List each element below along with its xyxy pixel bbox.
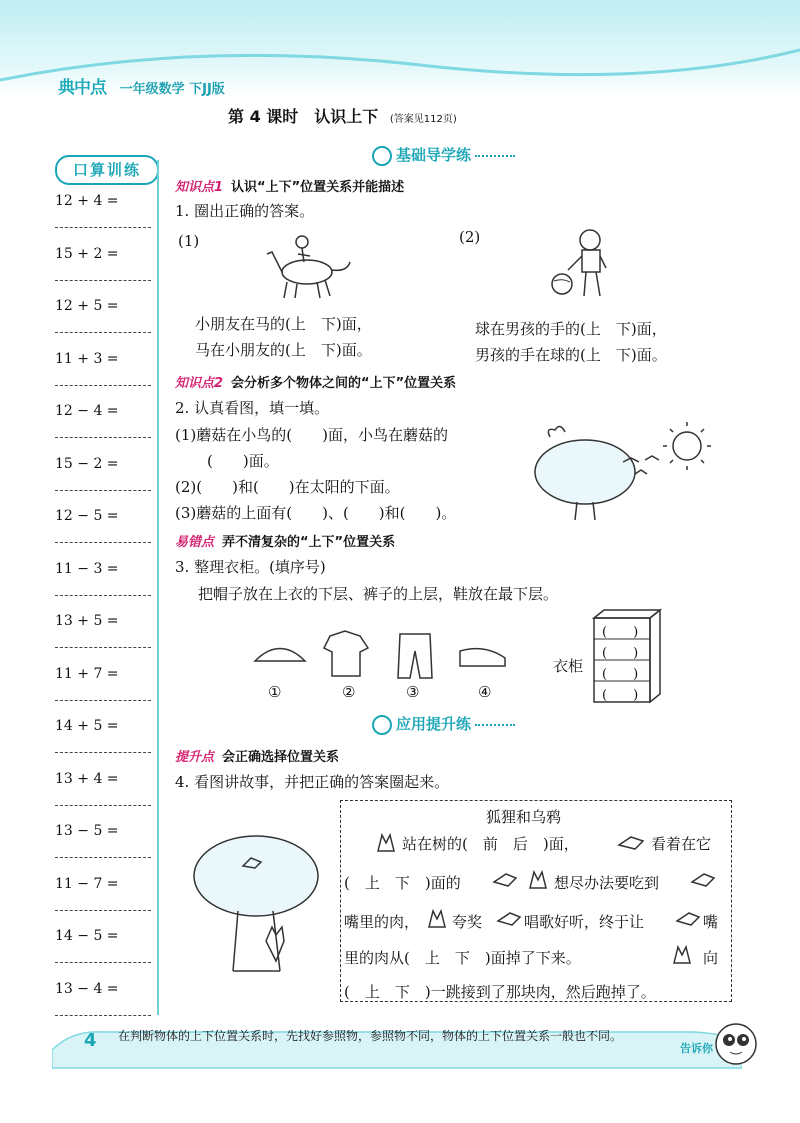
kp1-text: 认识“上下”位置关系并能描述 bbox=[231, 180, 405, 195]
oral-item: 14 + 5 = bbox=[55, 718, 119, 734]
cabinet-slot-2[interactable]: ( ) bbox=[602, 646, 639, 661]
oral-item: 11 + 3 = bbox=[55, 350, 119, 367]
oral-item: 12 + 5 = bbox=[55, 298, 119, 314]
q2-line4: (3)蘑菇的上面有( )、( )和( )。 bbox=[175, 504, 457, 522]
section-ring-icon bbox=[372, 146, 392, 166]
oral-item: 14 − 5 = bbox=[55, 928, 119, 944]
fox-icon bbox=[425, 905, 451, 931]
fox-icon bbox=[374, 829, 400, 855]
oral-item: 13 + 5 = bbox=[55, 613, 119, 629]
tree-birds-sun-image bbox=[515, 422, 715, 522]
oral-item: 11 − 3 = bbox=[55, 560, 119, 577]
crow-icon bbox=[492, 866, 518, 892]
oral-item: 13 + 4 = bbox=[55, 770, 119, 787]
q3-num-2: ② bbox=[342, 683, 356, 701]
answer-line[interactable] bbox=[55, 647, 151, 648]
boy-with-ball-image bbox=[548, 226, 618, 306]
story-s5: 嘴里的肉， bbox=[344, 913, 420, 931]
oral-item: 13 − 4 = bbox=[55, 980, 119, 997]
answer-line[interactable] bbox=[55, 962, 151, 963]
kp3-tag: 易错点 bbox=[175, 535, 215, 550]
story-s8: 嘴 bbox=[703, 913, 719, 931]
oral-item: 11 − 7 = bbox=[55, 875, 119, 892]
brand-subtitle: 一年级数学 下JJ版 bbox=[119, 82, 225, 97]
answer-line[interactable] bbox=[55, 857, 151, 858]
oral-item: 13 − 5 = bbox=[55, 823, 119, 839]
story-s1: 站在树的( 前 后 )面， bbox=[402, 835, 579, 853]
oral-item: 12 − 5 = bbox=[55, 508, 119, 524]
crow-icon bbox=[617, 829, 647, 855]
oral-item: 12 + 4 = bbox=[55, 193, 119, 209]
kp4-tag: 提升点 bbox=[175, 750, 215, 765]
sidebar-divider bbox=[157, 160, 159, 1015]
improve-point bbox=[175, 746, 339, 765]
error-point bbox=[175, 531, 395, 550]
q3-num-3: ③ bbox=[406, 683, 420, 701]
section-ring-icon-2 bbox=[372, 715, 392, 735]
tell-you-label: 告诉你 bbox=[680, 1042, 713, 1055]
mascot-icon bbox=[712, 1018, 760, 1070]
answer-line[interactable] bbox=[55, 752, 151, 753]
knowledge-point-2 bbox=[175, 372, 456, 391]
q1-stem: 1. 圈出正确的答案。 bbox=[175, 202, 315, 220]
kp4-text: 会正确选择位置关系 bbox=[222, 750, 340, 765]
crow-icon bbox=[496, 905, 522, 931]
answer-ref: (答案见112页) bbox=[389, 114, 457, 125]
fox-icon bbox=[266, 927, 284, 961]
brand-logo: 典中点 bbox=[58, 78, 106, 98]
crow-icon bbox=[690, 866, 716, 892]
cabinet-slot-1[interactable]: ( ) bbox=[602, 625, 639, 640]
cabinet-slot-3[interactable]: ( ) bbox=[602, 667, 639, 682]
section-apply-title bbox=[372, 712, 515, 736]
q4-stem: 4. 看图讲故事，并把正确的答案圈起来。 bbox=[175, 773, 450, 791]
oral-item: 15 + 2 = bbox=[55, 245, 119, 262]
q1-part2-label: (2) bbox=[459, 228, 481, 246]
answer-line[interactable] bbox=[55, 805, 151, 806]
story-s2: 看着在它 bbox=[651, 835, 712, 853]
kp3-text: 弄不清复杂的“上下”位置关系 bbox=[222, 535, 396, 550]
q2-line3: (2)( )和( )在太阳的下面。 bbox=[175, 478, 400, 496]
knowledge-point-1 bbox=[175, 176, 404, 195]
section-apply-label: 应用提升练 bbox=[396, 715, 472, 733]
shoes-icon bbox=[460, 649, 505, 666]
section-basic-label: 基础导学练 bbox=[396, 146, 472, 164]
q3-stem: 3. 整理衣柜。(填序号) bbox=[175, 558, 326, 576]
q3-num-1: ① bbox=[268, 683, 282, 701]
crow-icon bbox=[675, 905, 701, 931]
section-basic-title bbox=[372, 143, 515, 167]
brand bbox=[58, 73, 225, 98]
answer-line[interactable] bbox=[55, 910, 151, 911]
story-title: 狐狸和乌鸦 bbox=[486, 808, 562, 826]
q3-desc: 把帽子放在上衣的下层、裤子的上层，鞋放在最下层。 bbox=[198, 585, 559, 603]
footer-tip: 在判断物体的上下位置关系时，先找好参照物，参照物不同，物体的上下位置关系一般也不同。 bbox=[118, 1029, 623, 1043]
q1-part1-label: (1) bbox=[178, 232, 200, 250]
story-s7: 唱歌好听，终于让 bbox=[524, 913, 645, 931]
answer-line[interactable] bbox=[55, 700, 151, 701]
answer-line[interactable] bbox=[55, 595, 151, 596]
child-on-horse-image bbox=[262, 232, 352, 300]
q1-p2-line1: 球在男孩的手的(上 下)面， bbox=[475, 320, 667, 338]
answer-line[interactable] bbox=[55, 332, 151, 333]
kp1-tag: 知识点1 bbox=[175, 180, 224, 195]
page-number: 4 bbox=[84, 1030, 97, 1051]
answer-line[interactable] bbox=[55, 490, 151, 491]
oral-item: 12 − 4 = bbox=[55, 403, 119, 419]
fox-icon bbox=[670, 941, 696, 967]
answer-line[interactable] bbox=[55, 542, 151, 543]
answer-line[interactable] bbox=[55, 1015, 151, 1016]
kp2-tag: 知识点2 bbox=[175, 376, 224, 391]
q2-line1: (1)蘑菇在小鸟的( )面，小鸟在蘑菇的 bbox=[175, 426, 448, 444]
story-s6: 夸奖 bbox=[452, 913, 483, 931]
hat-icon bbox=[255, 649, 305, 662]
q2-stem: 2. 认真看图，填一填。 bbox=[175, 399, 330, 417]
story-s9: 里的肉从( 上 下 )面掉了下来。 bbox=[344, 949, 581, 967]
q3-num-4: ④ bbox=[478, 683, 492, 701]
lesson-title bbox=[228, 104, 457, 127]
lesson-title-text: 第 4 课时 认识上下 bbox=[228, 107, 379, 126]
answer-line[interactable] bbox=[55, 437, 151, 438]
cabinet-slot-4[interactable]: ( ) bbox=[602, 688, 639, 703]
q1-p1-line1: 小朋友在马的(上 下)面， bbox=[195, 315, 372, 333]
oral-item: 11 + 7 = bbox=[55, 665, 119, 682]
fox-icon bbox=[526, 866, 552, 892]
kp2-text: 会分析多个物体之间的“上下”位置关系 bbox=[231, 376, 457, 391]
clothing-items-image bbox=[250, 626, 520, 681]
story-s10: 向 bbox=[703, 949, 719, 967]
answer-line[interactable] bbox=[55, 385, 151, 386]
q1-p1-line2: 马在小朋友的(上 下)面。 bbox=[195, 341, 372, 359]
story-s4: 想尽办法要吃到 bbox=[554, 874, 660, 892]
q2-line2: ( )面。 bbox=[207, 452, 279, 470]
oral-item: 15 − 2 = bbox=[55, 455, 119, 472]
answer-line[interactable] bbox=[55, 227, 151, 228]
answer-line[interactable] bbox=[55, 280, 151, 281]
fox-crow-tree-image bbox=[188, 826, 328, 976]
q1-p2-line2: 男孩的手在球的(上 下)面。 bbox=[475, 346, 667, 364]
story-s11: ( 上 下 )一跳接到了那块肉，然后跑掉了。 bbox=[344, 983, 656, 1001]
story-s3: ( 上 下 )面的 bbox=[344, 874, 461, 892]
cabinet-label: 衣柜 bbox=[553, 657, 584, 675]
oral-practice-title: 口算训练 bbox=[55, 155, 159, 185]
pants-icon bbox=[398, 634, 432, 678]
shirt-icon bbox=[324, 631, 368, 676]
